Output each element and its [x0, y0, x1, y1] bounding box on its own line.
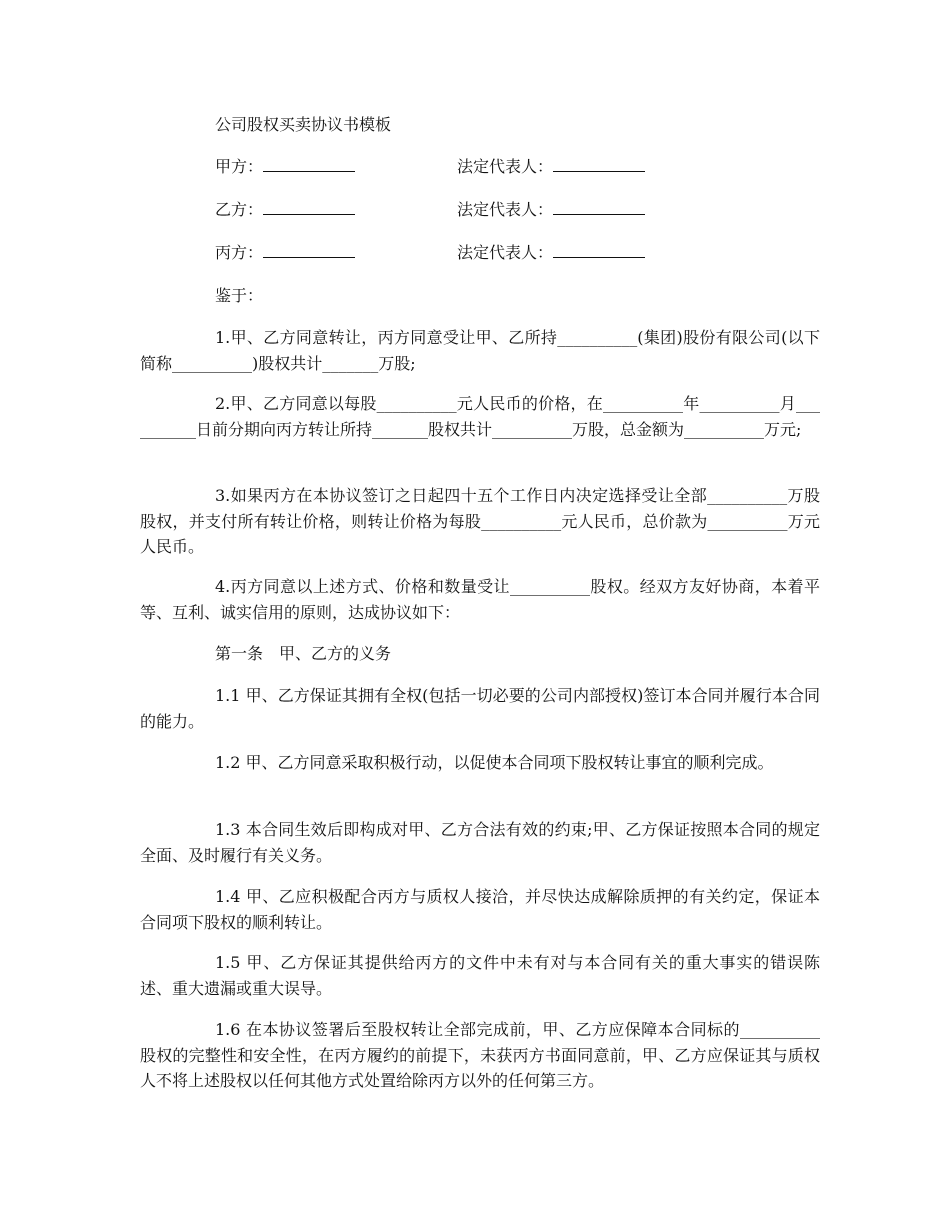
party-c-rep-line	[457, 241, 645, 265]
whereas-paragraph-3: 3.如果丙方在本协议签订之日起四十五个工作日内决定选择受让全部__________万股股权，并支付所有转让价格，则转让价格为每股__________元人民币，总价款为__________万元人民币。	[140, 486, 820, 556]
party-a-rep-blank	[553, 157, 645, 172]
party-a-rep-label: 法定代表人：	[457, 157, 554, 176]
party-b-blank	[263, 200, 355, 215]
whereas-paragraph-1: 1.甲、乙方同意转让，丙方同意受让甲、乙所持__________(集团)股份有限公司(以下简称__________)股权共计_______万股;	[140, 328, 820, 373]
party-c-label: 丙方：	[215, 243, 264, 262]
clause-1-5: 1.5 甲、乙方保证其提供给丙方的文件中未有对与本合同有关的重大事实的错误陈述、重大遗漏或重大误导。	[140, 953, 820, 998]
clause-1-2: 1.2 甲、乙方同意采取积极行动，以促使本合同项下股权转让事宜的顺利完成。	[215, 753, 774, 772]
party-c-line	[215, 241, 355, 265]
party-a-blank	[263, 157, 355, 172]
party-b-label: 乙方：	[215, 200, 264, 219]
party-b-rep-label: 法定代表人：	[457, 200, 554, 219]
party-a-rep-line	[457, 155, 645, 179]
clause-1-6: 1.6 在本协议签署后至股权转让全部完成前，甲、乙方应保障本合同标的__________股权的完整性和安全性，在丙方履约的前提下，未获丙方书面同意前，甲、乙方应保证其与质权人不将上述股权以任何其他方式处置给除丙方以外的任何第三方。	[140, 1020, 820, 1090]
whereas-paragraph-4: 4.丙方同意以上述方式、价格和数量受让__________股权。经双方友好协商，本着平等、互利、诚实信用的原则，达成协议如下：	[140, 577, 820, 622]
clause-1-1: 1.1 甲、乙方保证其拥有全权(包括一切必要的公司内部授权)签订本合同并履行本合同的能力。	[140, 686, 820, 731]
whereas-paragraph-2: 2.甲、乙方同意以每股__________元人民币的价格，在__________年__________月__________日前分期向丙方转让所持_______股权共计__________万股，总金额为__________万元;	[140, 394, 820, 439]
clause-1-4: 1.4 甲、乙应积极配合丙方与质权人接洽，并尽快达成解除质押的有关约定，保证本合同项下股权的顺利转让。	[140, 887, 820, 932]
party-b-rep-blank	[553, 200, 645, 215]
clause-1-3: 1.3 本合同生效后即构成对甲、乙方合法有效的约束;甲、乙方保证按照本合同的规定全面、及时履行有关义务。	[140, 820, 820, 865]
party-c-blank	[263, 243, 355, 258]
party-b-line	[215, 198, 355, 222]
party-a-line	[215, 155, 355, 179]
article-1-heading: 第一条 甲、乙方的义务	[215, 644, 392, 663]
whereas-heading: 鉴于：	[215, 286, 264, 305]
party-c-rep-label: 法定代表人：	[457, 243, 554, 262]
document-title: 公司股权买卖协议书模板	[215, 115, 392, 134]
party-b-rep-line	[457, 198, 645, 222]
party-c-rep-blank	[553, 243, 645, 258]
party-a-label: 甲方：	[215, 157, 264, 176]
